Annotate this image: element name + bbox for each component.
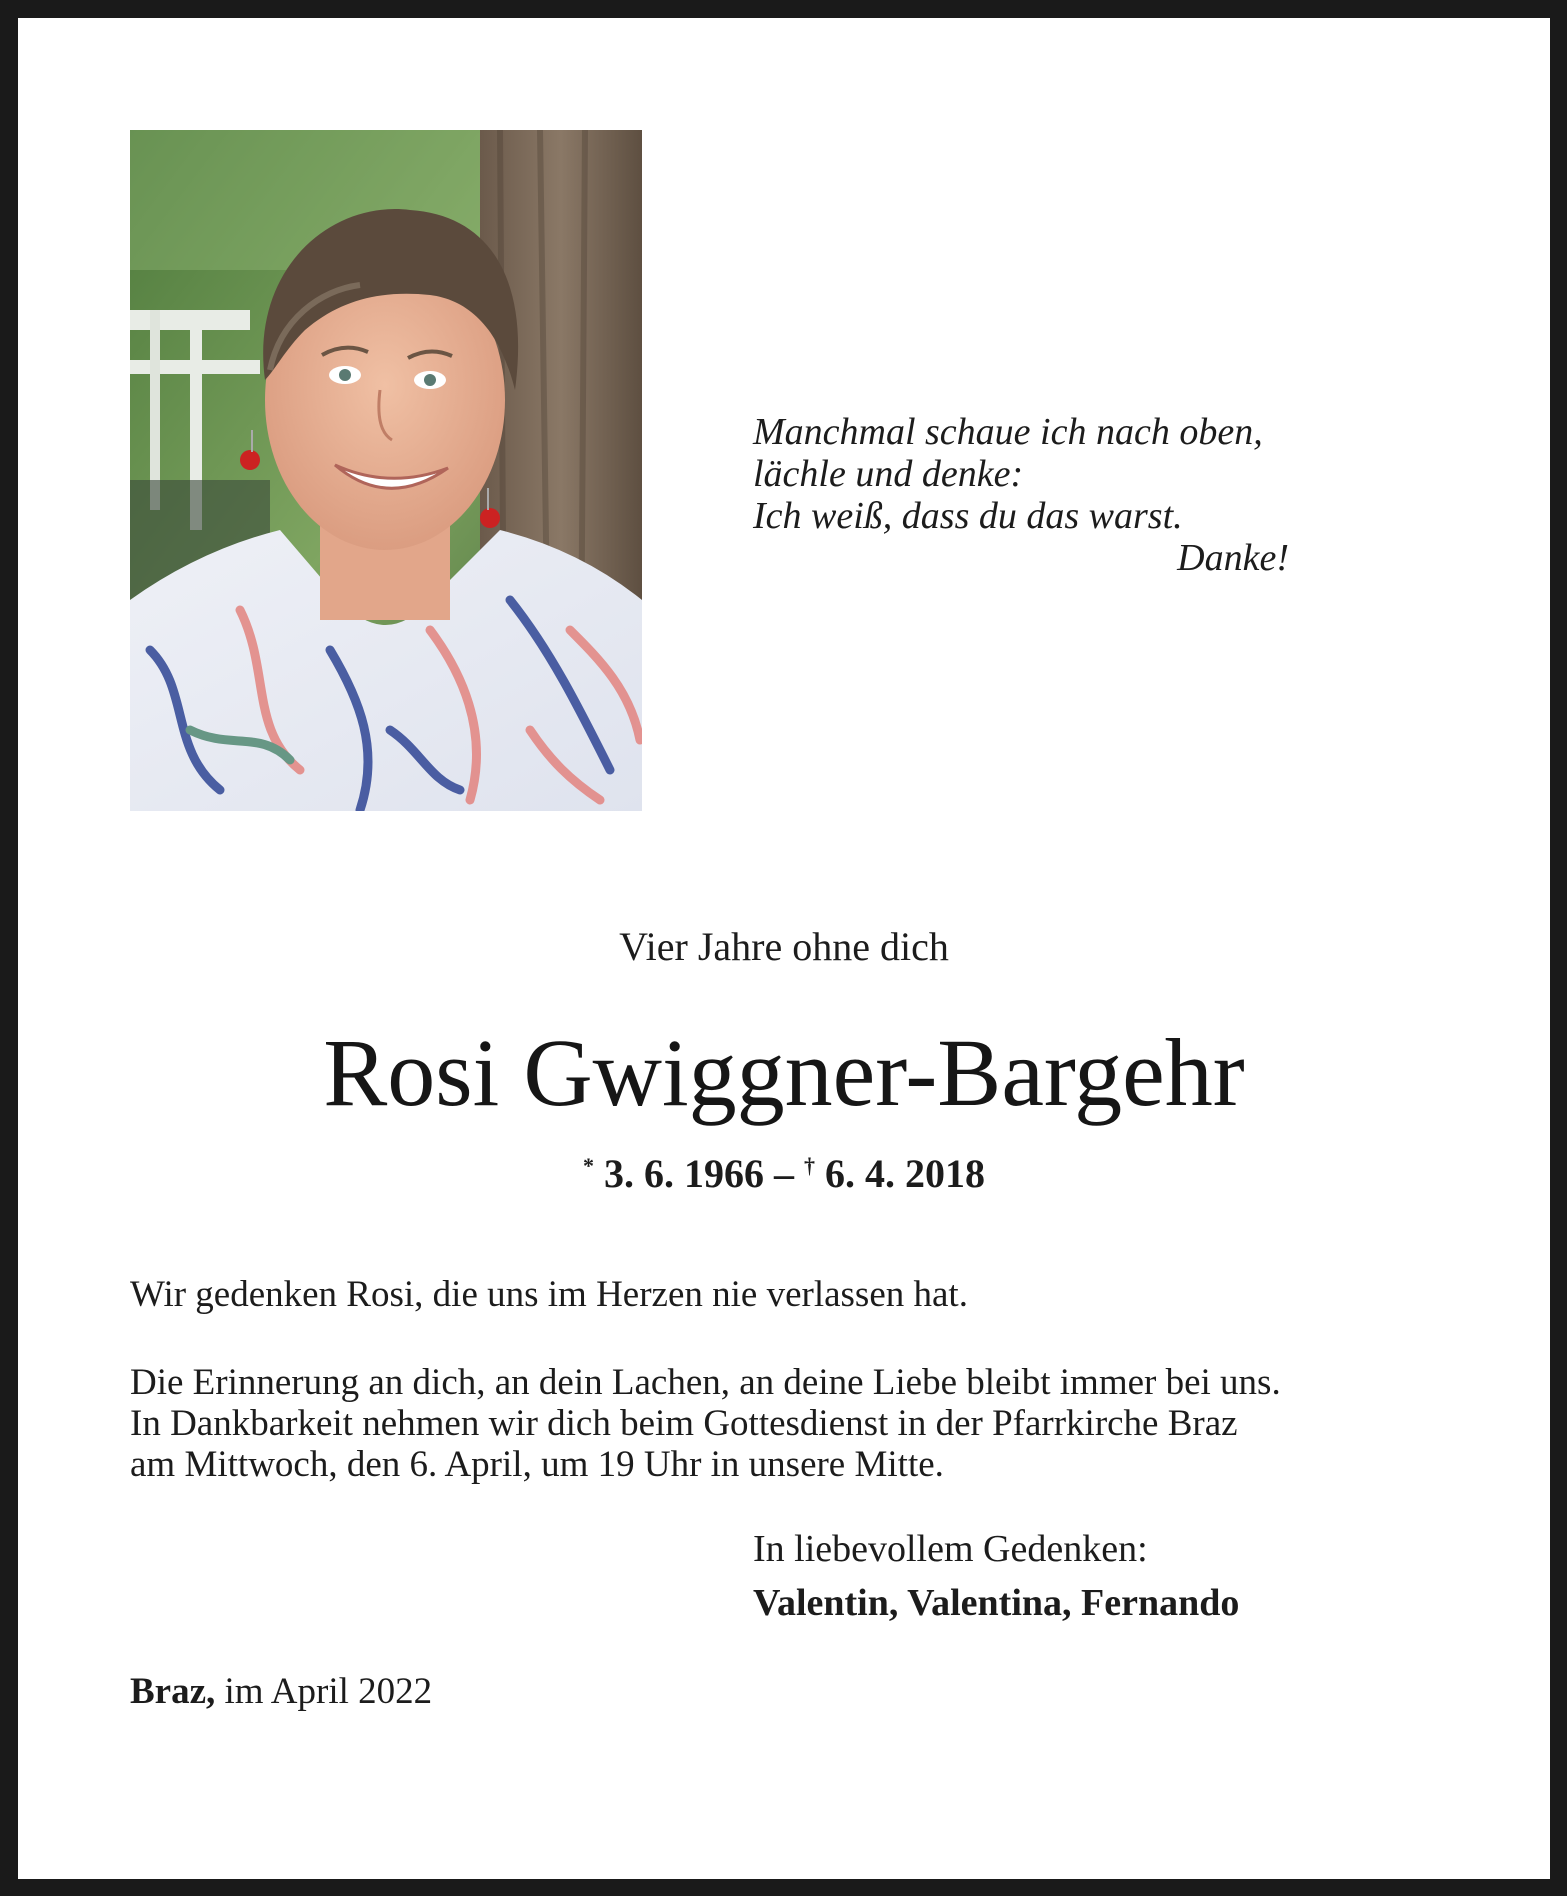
quote-closing: Danke! <box>1177 537 1289 579</box>
quote-line: Ich weiß, dass du das warst. <box>753 495 1183 537</box>
body-paragraph-1 <box>130 1274 1470 1315</box>
body-paragraph-2 <box>130 1362 1470 1485</box>
subtitle: Vier Jahre ohne dich <box>619 924 949 969</box>
body-line: am Mittwoch, den 6. April, um 19 Uhr in unsere Mitte. <box>130 1444 944 1485</box>
closing-label: In liebevollem Gedenken: <box>753 1528 1148 1570</box>
life-dates <box>18 1143 1550 1197</box>
portrait-photo <box>130 130 642 811</box>
body-line: Die Erinnerung an dich, an dein Lachen, an deine Liebe bleibt immer bei uns. <box>130 1362 1281 1403</box>
quote-line: lächle und denke: <box>753 453 1024 495</box>
place-and-date <box>130 1670 432 1714</box>
memorial-quote <box>753 411 1313 579</box>
death-symbol: † <box>804 1153 815 1178</box>
body-line: In Dankbarkeit nehmen wir dich beim Gottesdienst in der Pfarrkirche Braz <box>130 1403 1238 1444</box>
mourner-names: Valentin, Valentina, Fernando <box>753 1582 1240 1624</box>
place-date: im April 2022 <box>224 1671 433 1712</box>
birth-date: 3. 6. 1966 <box>604 1151 764 1196</box>
death-date: 6. 4. 2018 <box>825 1151 985 1196</box>
deceased-name: Rosi Gwiggner-Bargehr <box>323 1019 1245 1126</box>
date-separator: – <box>774 1151 794 1196</box>
birth-symbol: * <box>583 1153 594 1178</box>
quote-line: Manchmal schaue ich nach oben, <box>753 411 1263 453</box>
place-town: Braz, <box>130 1671 216 1712</box>
body-line: Wir gedenken Rosi, die uns im Herzen nie verlassen hat. <box>130 1274 968 1315</box>
